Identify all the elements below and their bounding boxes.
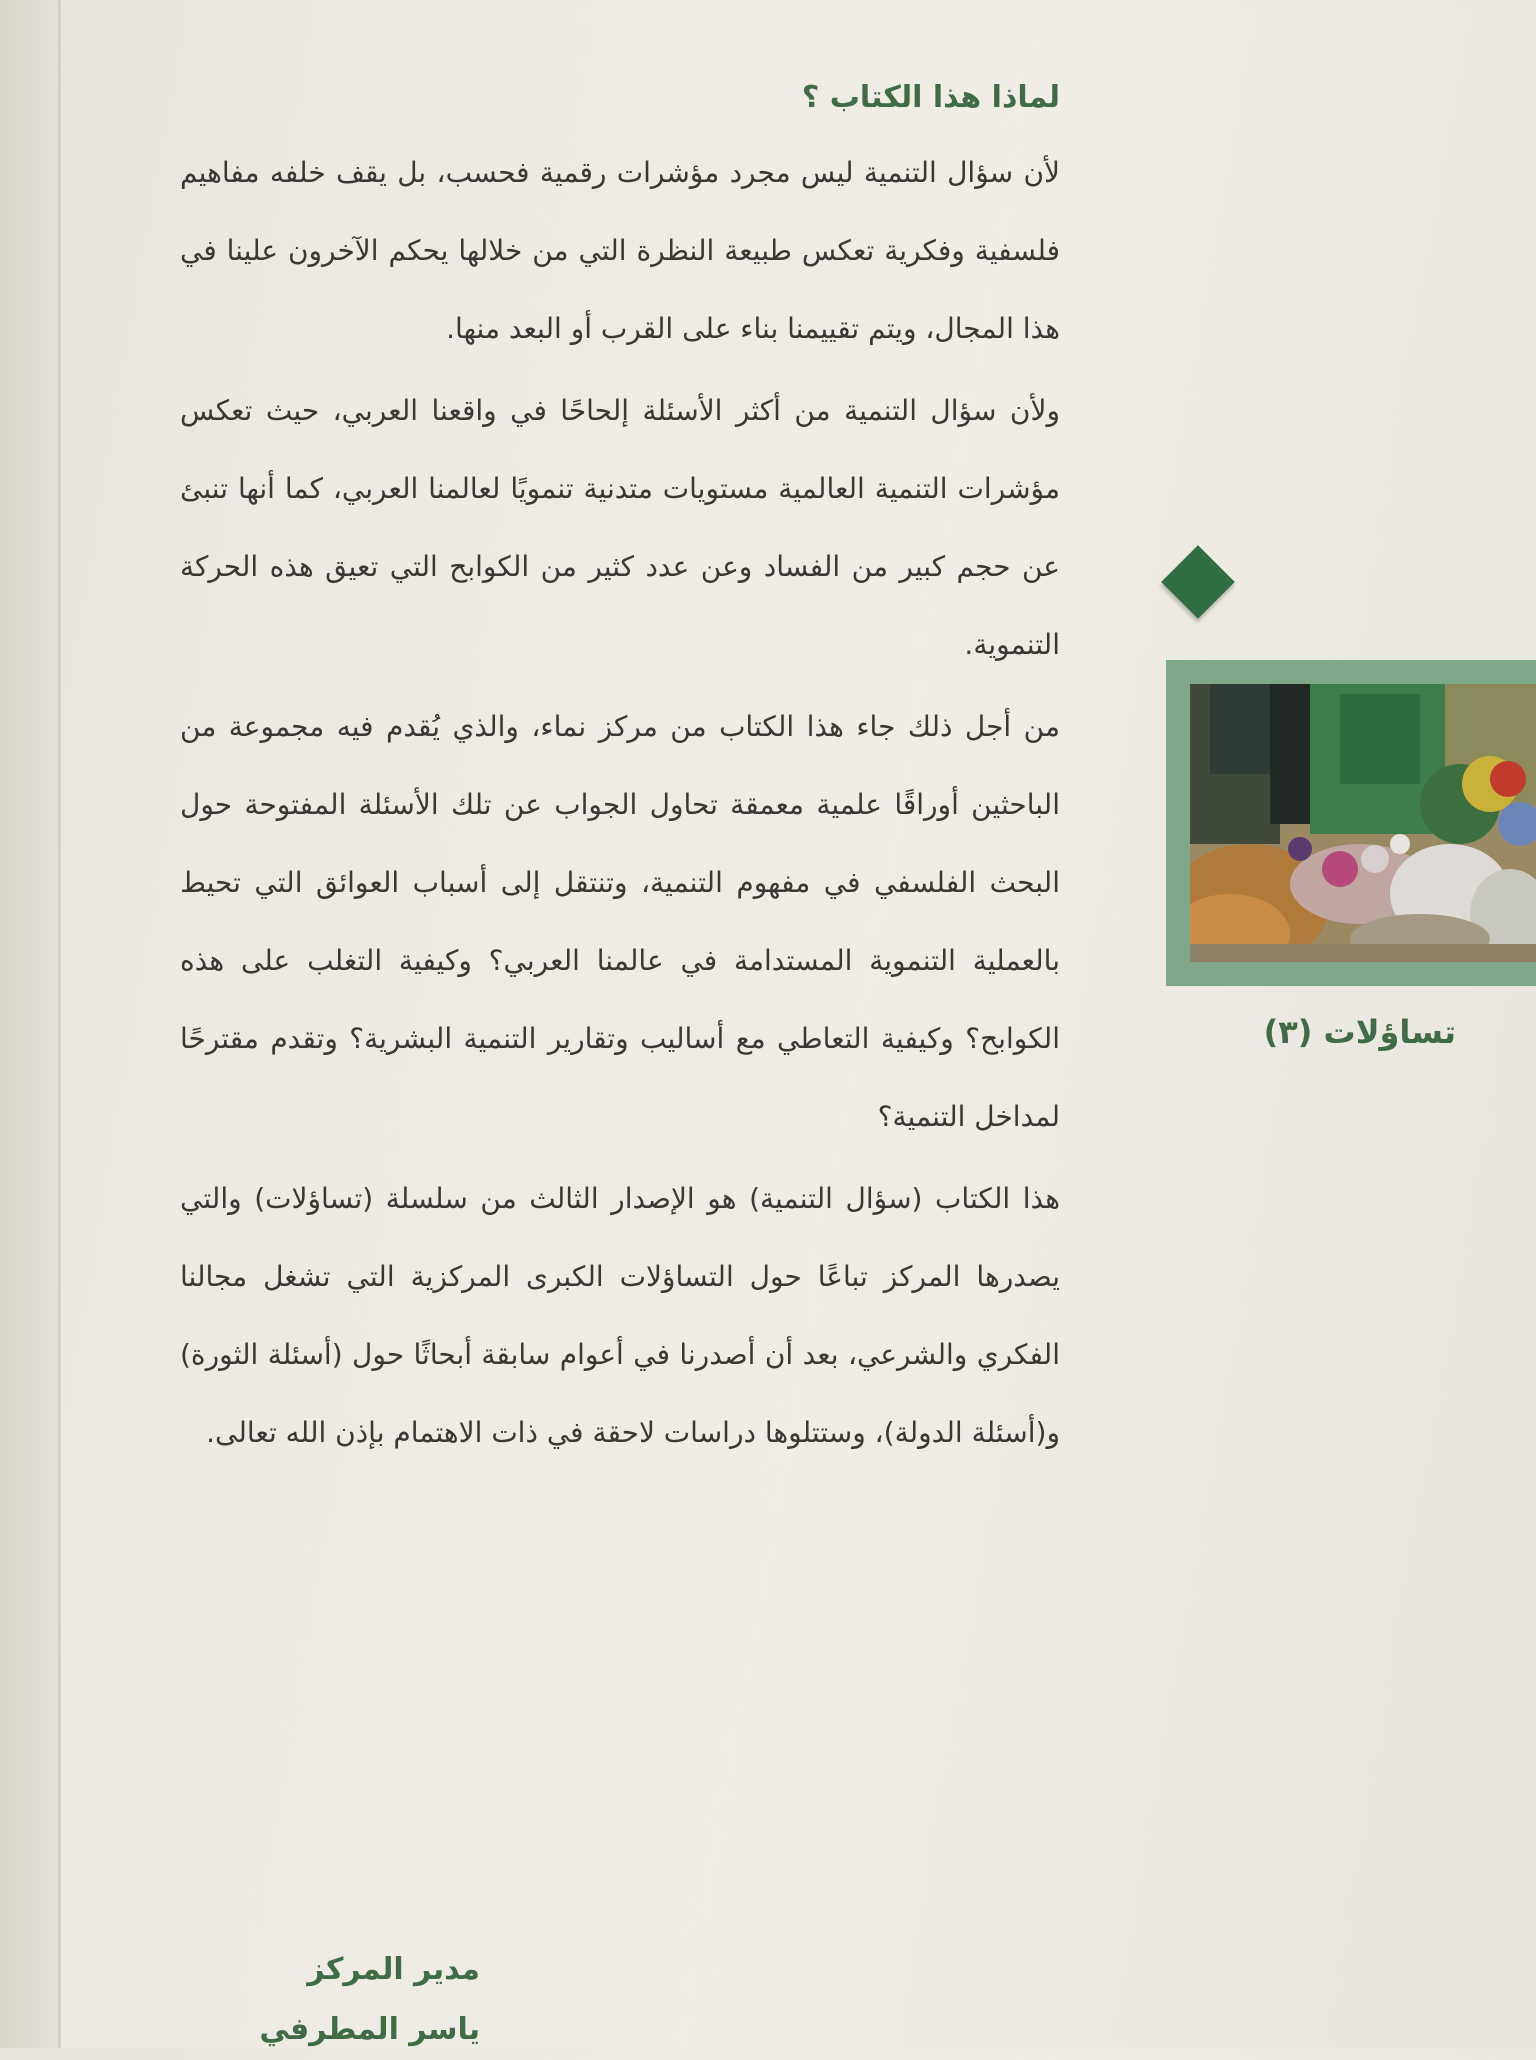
book-spine-line bbox=[58, 0, 61, 2048]
series-label: تساؤلات (٣) bbox=[1263, 1013, 1456, 1051]
signature-role: مدير المركز bbox=[307, 1952, 480, 1987]
signature-block bbox=[180, 1940, 480, 2060]
abstract-painting-image bbox=[1190, 684, 1536, 962]
signature-name: ياسر المطرفي bbox=[259, 2012, 480, 2047]
cover-image-frame bbox=[1166, 660, 1536, 986]
paragraph-2: ولأن سؤال التنمية من أكثر الأسئلة إلحاحًا في واقعنا العربي، حيث تعكس مؤشرات التنمية العالمية مستويات متدنية تنمويًا لعالمنا العربي، كما أنها تنبئ عن حجم كبير من الفساد وعن عدد كثير من الكوابح التي تعيق هذه الحركة التنموية. bbox=[180, 394, 1060, 661]
section-heading: لماذا هذا الكتاب ؟ bbox=[801, 80, 1060, 115]
back-cover-text bbox=[180, 72, 1060, 1476]
painting-illustration bbox=[1190, 684, 1536, 962]
green-diamond-ornament bbox=[1161, 545, 1235, 619]
paragraph-1: لأن سؤال التنمية ليس مجرد مؤشرات رقمية فحسب، بل يقف خلفه مفاهيم فلسفية وفكرية تعكس طبيعة النظرة التي من خلالها يحكم الآخرون علينا في هذا المجال، ويتم تقييمنا بناء على القرب أو البعد منها. bbox=[180, 156, 1060, 345]
book-gutter-shadow bbox=[0, 0, 58, 2048]
paragraph-4: هذا الكتاب (سؤال التنمية) هو الإصدار الثالث من سلسلة (تساؤلات) والتي يصدرها المركز تباعًا حول التساؤلات الكبرى المركزية التي تشغل مجالنا الفكري والشرعي، بعد أن أصدرنا في أعوام سابقة أبحاثًا حول (أسئلة الثورة) و(أسئلة الدولة)، وستتلوها دراسات لاحقة في ذات الاهتمام بإذن الله تعالى. bbox=[180, 1182, 1060, 1449]
paragraph-3: من أجل ذلك جاء هذا الكتاب من مركز نماء، والذي يُقدم فيه مجموعة من الباحثين أوراقًا علمية معمقة تحاول الجواب عن تلك الأسئلة المفتوحة حول البحث الفلسفي في مفهوم التنمية، وتنتقل إلى أسباب العوائق التي تحيط بالعملية التنموية المستدامة في عالمنا العربي؟ وكيفية التغلب على هذه الكوابح؟ وكيفية التعاطي مع أساليب وتقارير التنمية البشرية؟ وتقدم مقترحًا لمداخل التنمية؟ bbox=[180, 710, 1060, 1133]
